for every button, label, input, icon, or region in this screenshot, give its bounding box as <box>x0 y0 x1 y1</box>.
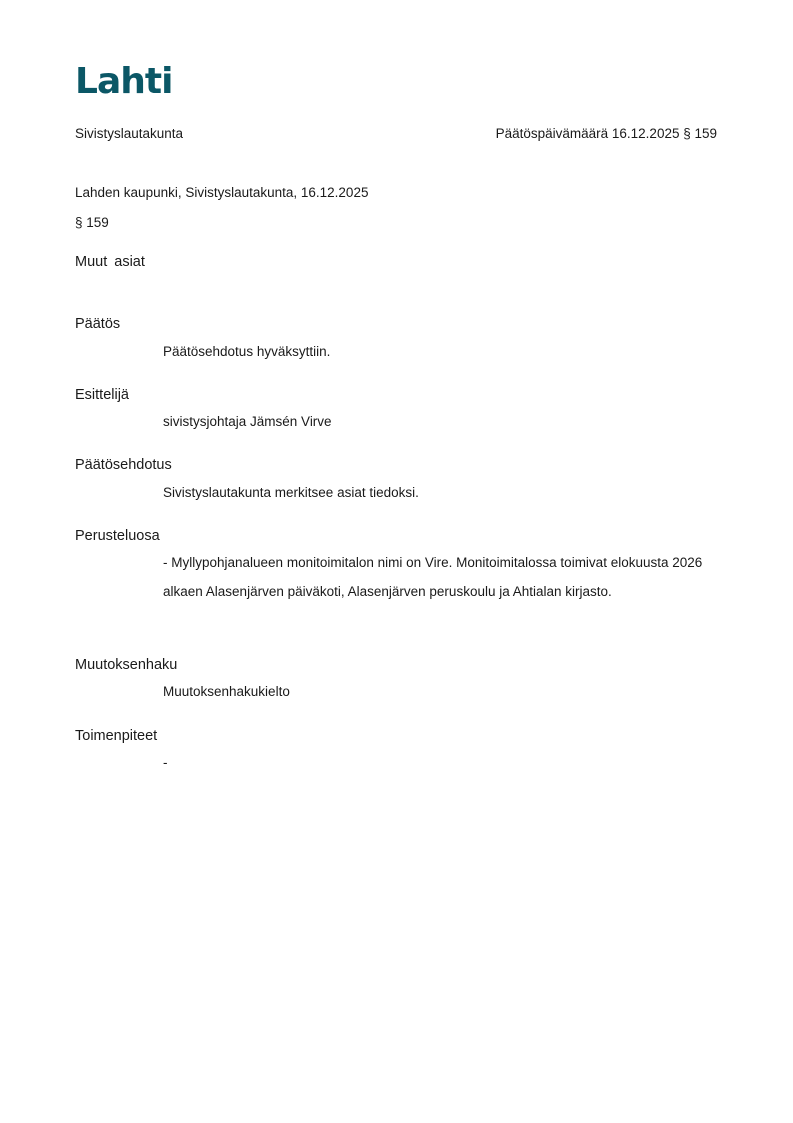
header-decision-date: Päätöspäivämäärä 16.12.2025 § 159 <box>495 126 717 141</box>
page-title: Muut asiat <box>75 254 145 270</box>
appeal-heading: Muutoksenhaku <box>75 657 178 673</box>
presenter-heading: Esittelijä <box>75 387 129 403</box>
header-committee: Sivistyslautakunta <box>75 126 184 141</box>
decision-heading: Päätös <box>75 316 121 332</box>
presenter-body: sivistysjohtaja Jämsén Virve <box>163 414 332 429</box>
lahti-logo: Lahti <box>75 61 173 102</box>
justification-body: - Myllypohjanalueen monitoimitalon nimi on Vire. Monitoimitalossa toimivat elokuusta 2026 alkaen Alasenjärven päiväkoti, Alasenjärven peruskoulu ja Ahtialan kirjasto. <box>163 555 703 599</box>
actions-body: - <box>163 755 168 770</box>
justification-heading: Perusteluosa <box>75 528 160 544</box>
decision-body: Päätösehdotus hyväksyttiin. <box>163 344 331 359</box>
proposal-heading: Päätösehdotus <box>75 457 172 473</box>
section-number: § 159 <box>75 215 109 230</box>
proposal-body: Sivistyslautakunta merkitsee asiat tiedoksi. <box>163 485 419 500</box>
actions-heading: Toimenpiteet <box>75 728 158 744</box>
meta-line: Lahden kaupunki, Sivistyslautakunta, 16.12.2025 <box>75 185 369 200</box>
appeal-body: Muutoksenhakukielto <box>163 684 290 699</box>
